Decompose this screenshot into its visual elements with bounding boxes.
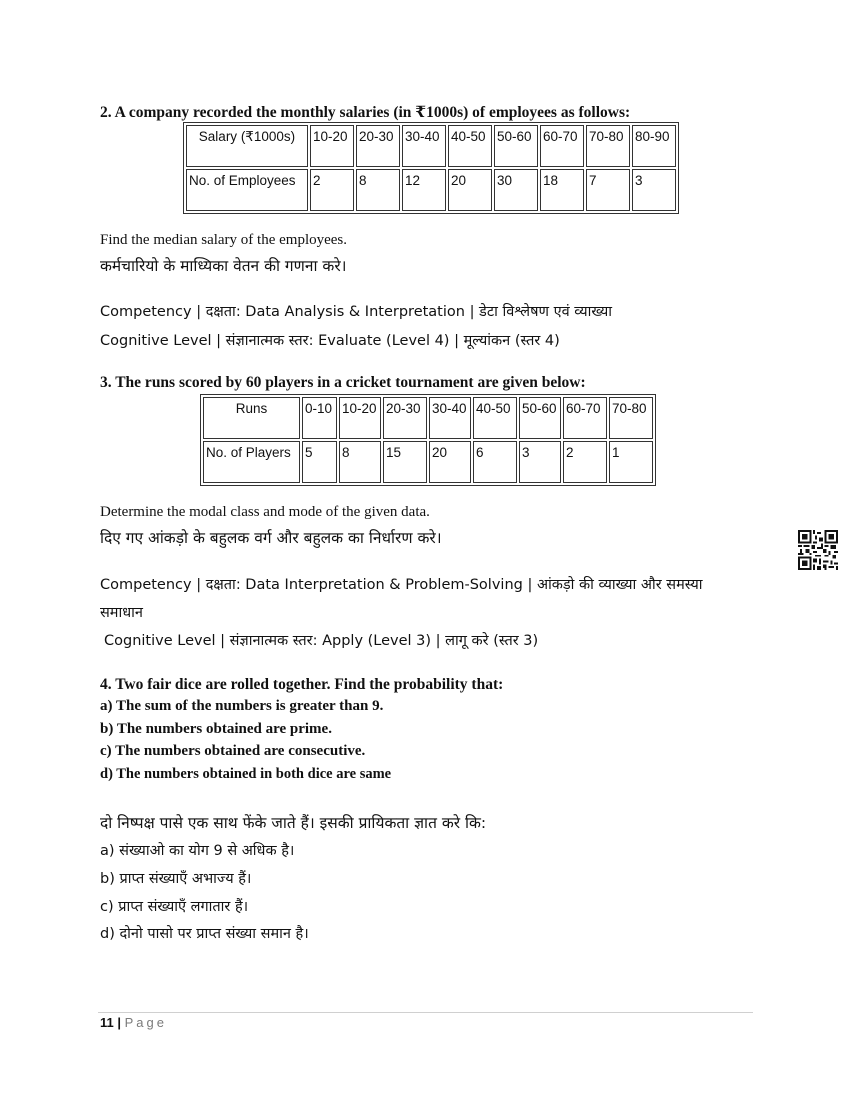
q3-competency: Competency | दक्षता: Data Interpretation & Problem-Solving | आंकड़ो की व्याख्या और समस्या: [100, 577, 703, 593]
q3-runs-table: [200, 394, 656, 486]
q2-question-hi: कर्मचारियो के माध्यिका वेतन की गणना करे।: [100, 257, 347, 275]
q4-part-b: b) The numbers obtained are prime.: [100, 721, 332, 737]
q4-part-c-hi: c) प्राप्त संख्याएँ लगातार हैं।: [100, 899, 249, 915]
table-cell: 10-20: [310, 125, 354, 167]
table-cell: 60-70: [563, 397, 607, 439]
q2-cognitive-level: Cognitive Level | संज्ञानात्मक स्तर: Evaluate (Level 4) | मूल्यांकन (स्तर 4): [100, 333, 560, 349]
q4-part-a: a) The sum of the numbers is greater than 9.: [100, 698, 384, 714]
q4-part-c: c) The numbers obtained are consecutive.: [100, 743, 366, 759]
table-cell: 1: [609, 441, 653, 483]
q4-part-d-hi: d) दोनो पासो पर प्राप्त संख्या समान है।: [100, 926, 309, 942]
table-row: [186, 169, 676, 211]
table-cell: 20: [429, 441, 471, 483]
table-cell: 15: [383, 441, 427, 483]
q4-intro-hi: दो निष्पक्ष पासे एक साथ फेंके जाते हैं। इसकी प्रायिकता ज्ञात करे कि:: [100, 814, 487, 832]
q4-part-b-hi: b) प्राप्त संख्याएँ अभाज्य हैं।: [100, 871, 252, 887]
footer-divider: [98, 1012, 753, 1013]
table-header-row: [186, 125, 676, 167]
table-cell: 10-20: [339, 397, 381, 439]
table-header-row: [203, 397, 653, 439]
table-cell: 80-90: [632, 125, 676, 167]
q4-part-a-hi: a) संख्याओ का योग 9 से अधिक है।: [100, 843, 295, 859]
table-cell: 3: [632, 169, 676, 211]
q2-question-en: Find the median salary of the employees.: [100, 232, 348, 248]
table-cell: 60-70: [540, 125, 584, 167]
table-cell: 50-60: [519, 397, 561, 439]
table-cell: 70-80: [586, 125, 630, 167]
table-cell: 0-10: [302, 397, 337, 439]
table-cell: 40-50: [473, 397, 517, 439]
page-label: Page: [124, 1015, 168, 1030]
q3-cognitive-level: Cognitive Level | संज्ञानात्मक स्तर: Apply (Level 3) | लागू करे (स्तर 3): [104, 633, 539, 649]
page-footer: [100, 1015, 167, 1030]
table-cell: 2: [563, 441, 607, 483]
table-cell: 5: [302, 441, 337, 483]
q3-competency-cont: समाधान: [100, 605, 143, 621]
table-row: [203, 441, 653, 483]
table-cell: 30-40: [429, 397, 471, 439]
table-cell: 30-40: [402, 125, 446, 167]
table-cell: 2: [310, 169, 354, 211]
table-cell: 18: [540, 169, 584, 211]
table-cell: 8: [339, 441, 381, 483]
table-cell: 12: [402, 169, 446, 211]
q3-title: 3. The runs scored by 60 players in a cricket tournament are given below:: [100, 374, 586, 391]
q2-salary-table: [183, 122, 679, 214]
table-cell: 8: [356, 169, 400, 211]
table-cell: Salary (₹1000s): [186, 125, 308, 167]
q3-question-en: Determine the modal class and mode of the given data.: [100, 504, 430, 520]
qr-code-icon: [798, 530, 838, 570]
table-cell: 20: [448, 169, 492, 211]
table-cell: 6: [473, 441, 517, 483]
table-cell: 20-30: [383, 397, 427, 439]
q3-question-hi: दिए गए आंकड़ो के बहुलक वर्ग और बहुलक का निर्धारण करे।: [100, 529, 442, 547]
table-cell: No. of Employees: [186, 169, 308, 211]
q4-part-d: d) The numbers obtained in both dice are same: [100, 766, 392, 782]
q4-title: 4. Two fair dice are rolled together. Find the probability that:: [100, 676, 504, 693]
table-cell: 20-30: [356, 125, 400, 167]
table-cell: 7: [586, 169, 630, 211]
q2-competency: Competency | दक्षता: Data Analysis & Interpretation | डेटा विश्लेषण एवं व्याख्या: [100, 304, 613, 320]
footer-separator: |: [117, 1015, 122, 1030]
table-cell: 30: [494, 169, 538, 211]
table-cell: 70-80: [609, 397, 653, 439]
table-cell: 40-50: [448, 125, 492, 167]
table-cell: 50-60: [494, 125, 538, 167]
page-number: 11: [100, 1015, 114, 1030]
q2-title: 2. A company recorded the monthly salaries (in ₹1000s) of employees as follows:: [100, 104, 631, 121]
table-cell: No. of Players: [203, 441, 300, 483]
table-cell: 3: [519, 441, 561, 483]
table-cell: Runs: [203, 397, 300, 439]
